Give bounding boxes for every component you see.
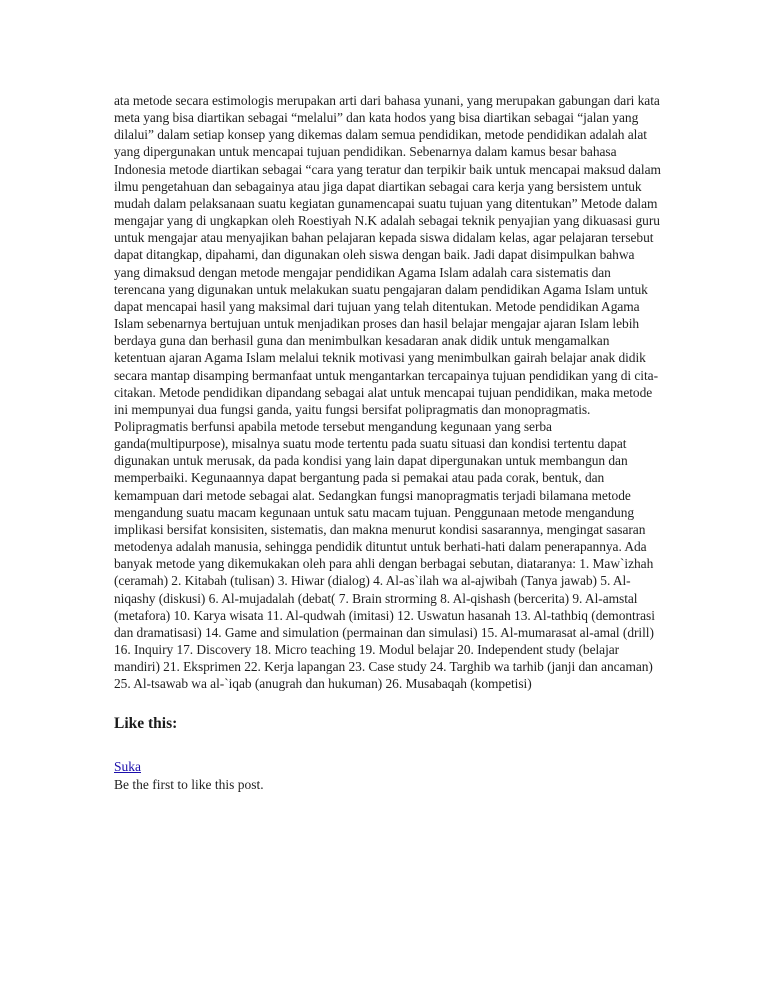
article-page <box>114 92 662 793</box>
article-body: ata metode secara estimologis merupakan arti dari bahasa yunani, yang merupakan gabungan dari kata meta yang bisa diartikan sebagai “melalui” dan kata hodos yang bisa diartikan sebagai “jalan yang dilalui” dalam setiap konsep yang dikemas dalam semua pendidikan, metode pendidikan adalah alat yang dipergunakan untuk mencapai tujuan pendidikan. Sebenarnya dalam kamus besar bahasa Indonesia metode diartikan sebagai “cara yang teratur dan terpikir baik untuk mencapai maksud dalam ilmu pengetahuan dan sebagainya atau jiga dapat diartikan sebagai cara kerja yang bersistem untuk mudah dalam pelaksanaan suatu kegiatan gunamencapai suatu tujuan yang ditentukan” Metode dalam mengajar yang di ungkapkan oleh Roestiyah N.K adalah sebagai teknik penyajian yang dikuasasi guru untuk mengajar atau menyajikan bahan pelajaran kepada siswa didalam kelas, agar pelajaran tersebut dapat ditangkap, dipahami, dan digunakan oleh siswa dengan baik. Jadi dapat disimpulkan bahwa yang dimaksud dengan metode mengajar pendidikan Agama Islam adalah cara sistematis dan terencana yang digunakan untuk melakukan suatu pengajaran dalam pendidikan Agama Islam untuk dapat mencapai hasil yang maksimal dari tujuan yang telah ditentukan. Metode pendidikan Agama Islam sebenarnya bertujuan untuk menjadikan proses dan hasil belajar mengajar ajaran Islam lebih berdaya guna dan berhasil guna dan menimbulkan kesadaran anak didik untuk mengamalkan ketentuan ajaran Agama Islam melalui teknik motivasi yang menimbulkan gairah belajar anak didik secara mantap disamping bermanfaat untuk mengantarkan tercapainya tujuan pendidikan yang di cita-citakan. Metode pendidikan dipandang sebagai alat untuk mencapai tujuan pendidikan, maka metode ini mempunyai dua fungsi ganda, yaitu fungsi bersifat polipragmatis dan monopragmatis. Polipragmatis berfunsi apabila metode tersebut mengandung kegunaan yang serba ganda(multipurpose), misalnya suatu mode tertentu pada suatu situasi dan kondisi tertentu dapat digunakan untuk merusak, da pada kondisi yang lain dapat dipergunakan untuk membangun dan memperbaiki. Kegunaannya dapat bergantung pada si pemakai atau pada corak, bentuk, dan kemampuan dari metode sebagai alat. Sedangkan fungsi manopragmatis terjadi bilamana metode mengandung suatu macam kegunaan untuk satu macam tujuan. Penggunaan metode mengandung implikasi bersifat konsisiten, sistematis, dan makna menurut kondisi sasarannya, mengingat sasaran metodenya adalah manusia, sehingga pendidik dituntut untuk berhati-hati dalam penerapannya. Ada banyak metode yang dikemukakan oleh para ahli dengan berbagai sebutan, diataranya: 1. Maw`izhah (ceramah) 2. Kitabah (tulisan) 3. Hiwar (dialog) 4. Al-as`ilah wa al-ajwibah (Tanya jawab) 5. Al-niqashy (diskusi) 6. Al-mujadalah (debat( 7. Brain strorming 8. Al-qishash (bercerita) 9. Al-amstal (metafora) 10. Karya wisata 11. Al-qudwah (imitasi) 12. Uswatun hasanah 13. Al-tathbiq (demontrasi dan dramatisasi) 14. Game and simulation (permainan dan simulasi) 15. Al-mumarasat al-amal (drill) 16. Inquiry 17. Discovery 18. Micro teaching 19. Modul belajar 20. Independent study (belajar mandiri) 21. Eksprimen 22. Kerja lapangan 23. Case study 24. Targhib wa tarhib (janji dan ancaman) 25. Al-tsawab wa al-`iqab (anugrah dan hukuman) 26. Musabaqah (kompetisi) <box>114 93 661 692</box>
like-section <box>114 714 662 793</box>
like-heading: Like this: <box>114 715 178 733</box>
like-link[interactable]: Suka <box>114 759 141 775</box>
like-note: Be the first to like this post. <box>114 777 264 793</box>
